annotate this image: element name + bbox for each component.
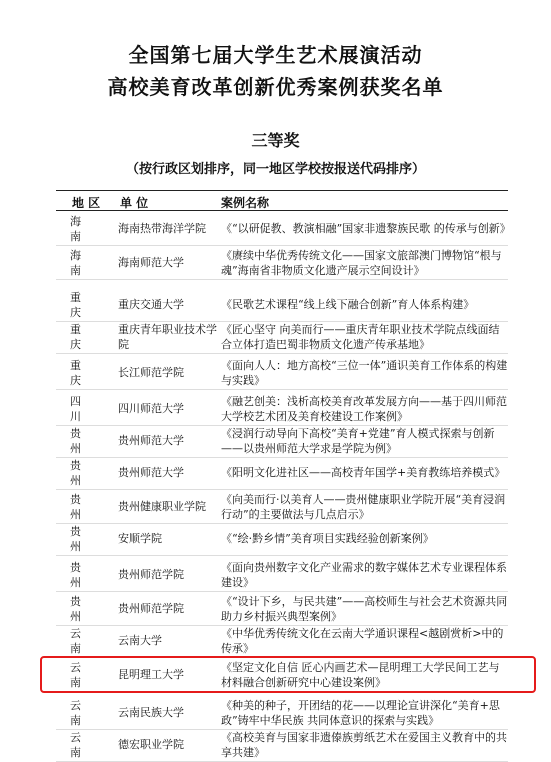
- table-row: [56, 246, 508, 280]
- row-unit: 云南大学: [118, 634, 162, 647]
- row-case-name: 《浸润行动导向下高校“美育+党建”育人模式探索与创新——以贵州师范大学求是学院为例》: [221, 426, 495, 455]
- row-case-name: 《种美的种子，开团结的花——以理论宣讲深化“美育+思政”铸牢中华民族 共同体意识的探索与实践》: [221, 698, 500, 727]
- row-case-name: 《民歌艺术课程“线上线下融合创新”育人体系构建》: [221, 298, 475, 311]
- award-level-heading: 三等奖: [251, 131, 300, 150]
- table-row: [56, 728, 508, 762]
- row-case-name: 《“设计下乡，与民共建”——高校师生与社会艺术资源共同助力乡村振兴典型案例》: [221, 594, 508, 623]
- table-row: [56, 456, 508, 490]
- row-region-text: 重庆: [70, 322, 93, 351]
- row-region: [70, 320, 114, 353]
- row-unit: 昆明理工大学: [118, 668, 184, 681]
- row-unit: 贵州师范大学: [118, 466, 184, 479]
- table-top-rule: [56, 190, 508, 191]
- row-case-name: 《融艺创美：浅析高校美育改革发展方向——基于四川师范大学校艺术团及美育校建设工作案例》: [221, 394, 507, 423]
- row-unit: 海南热带海洋学院: [118, 222, 206, 235]
- table-row: [56, 424, 508, 458]
- row-region: [70, 456, 114, 489]
- row-unit: 安顺学院: [118, 532, 162, 545]
- highlight-box: [40, 656, 536, 693]
- row-case-name: 《面向人人：地方高校“三位一体”通识美育工作体系的构建与实践》: [221, 358, 508, 387]
- row-region-text: 四川: [70, 394, 93, 423]
- row-unit: 贵州师范学院: [118, 602, 184, 615]
- document-title-line-2: 高校美育改革创新优秀案例获奖名单: [107, 75, 444, 99]
- row-region-text: 云南: [70, 730, 93, 759]
- table-row: [56, 320, 508, 354]
- row-region-text: 重庆: [70, 358, 93, 387]
- row-case-name: 《“绘·黔乡情”美育项目实践经验创新案例》: [221, 532, 434, 545]
- table-row: [56, 592, 508, 626]
- row-case-name: 《高校美育与国家非遗傣族剪纸艺术在爱国主义教育中的共享共建》: [221, 730, 507, 759]
- header-case-name: 案例名称: [221, 196, 270, 210]
- row-region: [70, 392, 114, 425]
- row-unit: 贵州师范大学: [118, 434, 184, 447]
- row-region-text: 云南: [70, 660, 93, 689]
- row-region: [70, 246, 114, 279]
- row-case-name: 《面向贵州数字文化产业需求的数字媒体艺术专业课程体系建设》: [221, 560, 507, 589]
- row-case-name: 《“以研促教、教演相融”国家非遗黎族民歌 的传承与创新》: [221, 222, 511, 235]
- row-region-text: 贵州: [70, 492, 93, 521]
- row-case-name: 《赓续中华优秀传统文化——国家文旅部澳门博物馆“根与魂”海南省非物质文化遗产展示空间设计》: [221, 248, 502, 277]
- row-region-text: 贵州: [70, 426, 93, 455]
- row-case-name: 《阳明文化进社区——高校青年国学+美育教练培养模式》: [221, 466, 506, 479]
- row-case-name: 《坚定文化自信 匠心内画艺术—昆明理工大学民间工艺与材料融合创新研究中心建设案例》: [221, 660, 500, 689]
- row-region: [70, 288, 114, 321]
- row-region: [70, 356, 114, 389]
- row-region: [70, 558, 114, 591]
- row-region: [70, 624, 114, 657]
- row-region: [70, 696, 114, 729]
- row-region: [70, 490, 114, 523]
- table-row: [56, 558, 508, 592]
- table-row: [56, 356, 508, 390]
- row-region-text: 重庆: [70, 290, 93, 319]
- row-unit: 长江师范学院: [118, 366, 184, 379]
- table-row: [56, 392, 508, 426]
- row-unit: 重庆青年职业技术学院: [118, 322, 217, 351]
- ordering-note: （按行政区划排序，同一地区学校按报送代码排序）: [125, 162, 425, 177]
- row-case-name: 《中华优秀传统文化在云南大学通识课程<越剧赏析>中的传承》: [221, 626, 504, 655]
- row-unit: 重庆交通大学: [118, 298, 184, 311]
- row-region: [70, 522, 114, 555]
- row-region-text: 贵州: [70, 560, 93, 589]
- row-unit: 贵州师范学院: [118, 568, 184, 581]
- row-region: [70, 212, 114, 245]
- row-region: [70, 424, 114, 457]
- row-region-text: 贵州: [70, 594, 93, 623]
- row-unit: 德宏职业学院: [118, 738, 184, 751]
- table-row: [56, 696, 508, 730]
- row-region-text: 海南: [70, 214, 93, 243]
- table-row: [56, 522, 508, 556]
- row-region-text: 贵州: [70, 524, 93, 553]
- row-region-text: 云南: [70, 626, 93, 655]
- row-region: [70, 728, 114, 761]
- table-row: [56, 490, 508, 524]
- row-unit: 贵州健康职业学院: [118, 500, 206, 513]
- row-region-text: 海南: [70, 248, 93, 277]
- row-case-name: 《匠心坚守 向美而行——重庆青年职业技术学院点线面结合立体打造巴蜀非物质文化遗产传承基地》: [221, 322, 500, 351]
- table-row: [56, 288, 508, 322]
- row-region: [70, 592, 114, 625]
- header-unit: 单 位: [120, 196, 149, 210]
- table-header-rule: [56, 210, 508, 211]
- header-region: 地 区: [72, 196, 101, 210]
- document-title-line-1: 全国第七届大学生艺术展演活动: [128, 43, 423, 67]
- table-row: [56, 212, 511, 246]
- row-unit: 四川师范大学: [118, 402, 184, 415]
- row-unit: 海南师范大学: [118, 256, 184, 269]
- row-unit: 云南民族大学: [118, 706, 184, 719]
- row-case-name: 《向美而行·以美育人——贵州健康职业学院开展“美育浸润行动”的主要做法与几点启示》: [221, 492, 506, 521]
- table-row: [56, 624, 508, 658]
- row-region-text: 贵州: [70, 458, 93, 487]
- row-region-text: 云南: [70, 698, 93, 727]
